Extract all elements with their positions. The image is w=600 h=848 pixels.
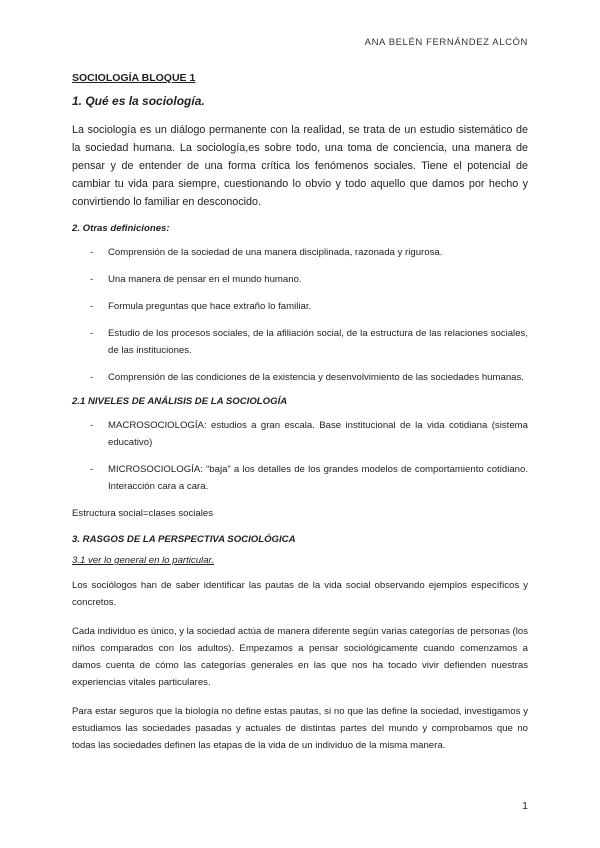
list-item: - Comprensión de las condiciones de la existencia y desenvolvimiento de las sociedades humanas. <box>72 369 528 386</box>
dash-bullet-icon: - <box>90 464 94 475</box>
dash-bullet-icon: - <box>90 372 94 383</box>
list-item: - Formula preguntas que hace extraño lo familiar. <box>72 298 528 315</box>
levels-list <box>72 417 528 495</box>
list-item: - Estudio de los procesos sociales, de la afiliación social, de la estructura de las relaciones sociales, de las instituciones. <box>72 325 528 359</box>
dash-bullet-icon: - <box>90 247 94 258</box>
dash-bullet-icon: - <box>90 274 94 285</box>
section-2-1-heading: 2.1 NIVELES DE ANÁLISIS DE LA SOCIOLOGÍA <box>72 396 288 407</box>
section-1-text: La sociología es un diálogo permanente con la realidad, se trata de un estudio sistemático de la sociedad humana. La sociología,es sobre todo, una toma de conciencia, una manera de pensar y de entender de una forma crítica los fenómenos sociales. Tiene el potencial de cambiar tu vida para siempre, cuestionando lo obvio y todo aquello que damos por hecho y convirtiendo lo familiar en desconocido. <box>72 124 528 208</box>
header-author: ANA BELÉN FERNÁNDEZ ALCÓN <box>364 37 528 48</box>
dash-bullet-icon: - <box>90 328 94 339</box>
section-2-heading: 2. Otras definiciones: <box>72 223 170 234</box>
document-body <box>72 72 528 766</box>
list-item: - MICROSOCIOLOGÍA: “baja” a los detalles de los grandes modelos de comportamiento cotidiano. Interacción cara a cara. <box>72 461 528 495</box>
dash-bullet-icon: - <box>90 301 94 312</box>
section-3-1-heading: 3.1 ver lo general en lo particular. <box>72 555 215 566</box>
section-3-paragraph: Para estar seguros que la biología no define estas pautas, si no que las define la sociedad, investigamos y estudiamos las sociedades pasadas y actuales de distintas partes del mundo y comprobamos que no todas las sociedades definen las etapas de la vida de un individuo de la misma manera. <box>72 706 528 751</box>
page-number: 1 <box>522 800 528 812</box>
document-title: SOCIOLOGÍA BLOQUE 1 <box>72 72 196 84</box>
section-3-heading: 3. RASGOS DE LA PERSPECTIVA SOCIOLÓGICA <box>72 534 296 545</box>
section-1-heading: 1. Qué es la sociología. <box>72 94 205 108</box>
structure-note: Estructura social=clases sociales <box>72 508 214 519</box>
section-3-paragraph: Cada individuo es único, y la sociedad actúa de manera diferente según varias categorías de personas (los niños comparados con los adultos). Empezamos a pensar sociológicamente cuando comenzamos a damos cuenta de cómo las categorías generales en las que nos ha tocado vivir defienden nuestras experiencias vitales particulares. <box>72 626 528 688</box>
list-item: - MACROSOCIOLOGÍA: estudios a gran escala. Base institucional de la vida cotidiana (sistema educativo) <box>72 417 528 451</box>
dash-bullet-icon: - <box>90 420 94 431</box>
definitions-list <box>72 244 528 386</box>
list-item: - Una manera de pensar en el mundo humano. <box>72 271 528 288</box>
section-3-paragraph: Los sociólogos han de saber identificar las pautas de la vida social observando ejemplos específicos y concretos. <box>72 580 528 608</box>
list-item: - Comprensión de la sociedad de una manera disciplinada, razonada y rigurosa. <box>72 244 528 261</box>
